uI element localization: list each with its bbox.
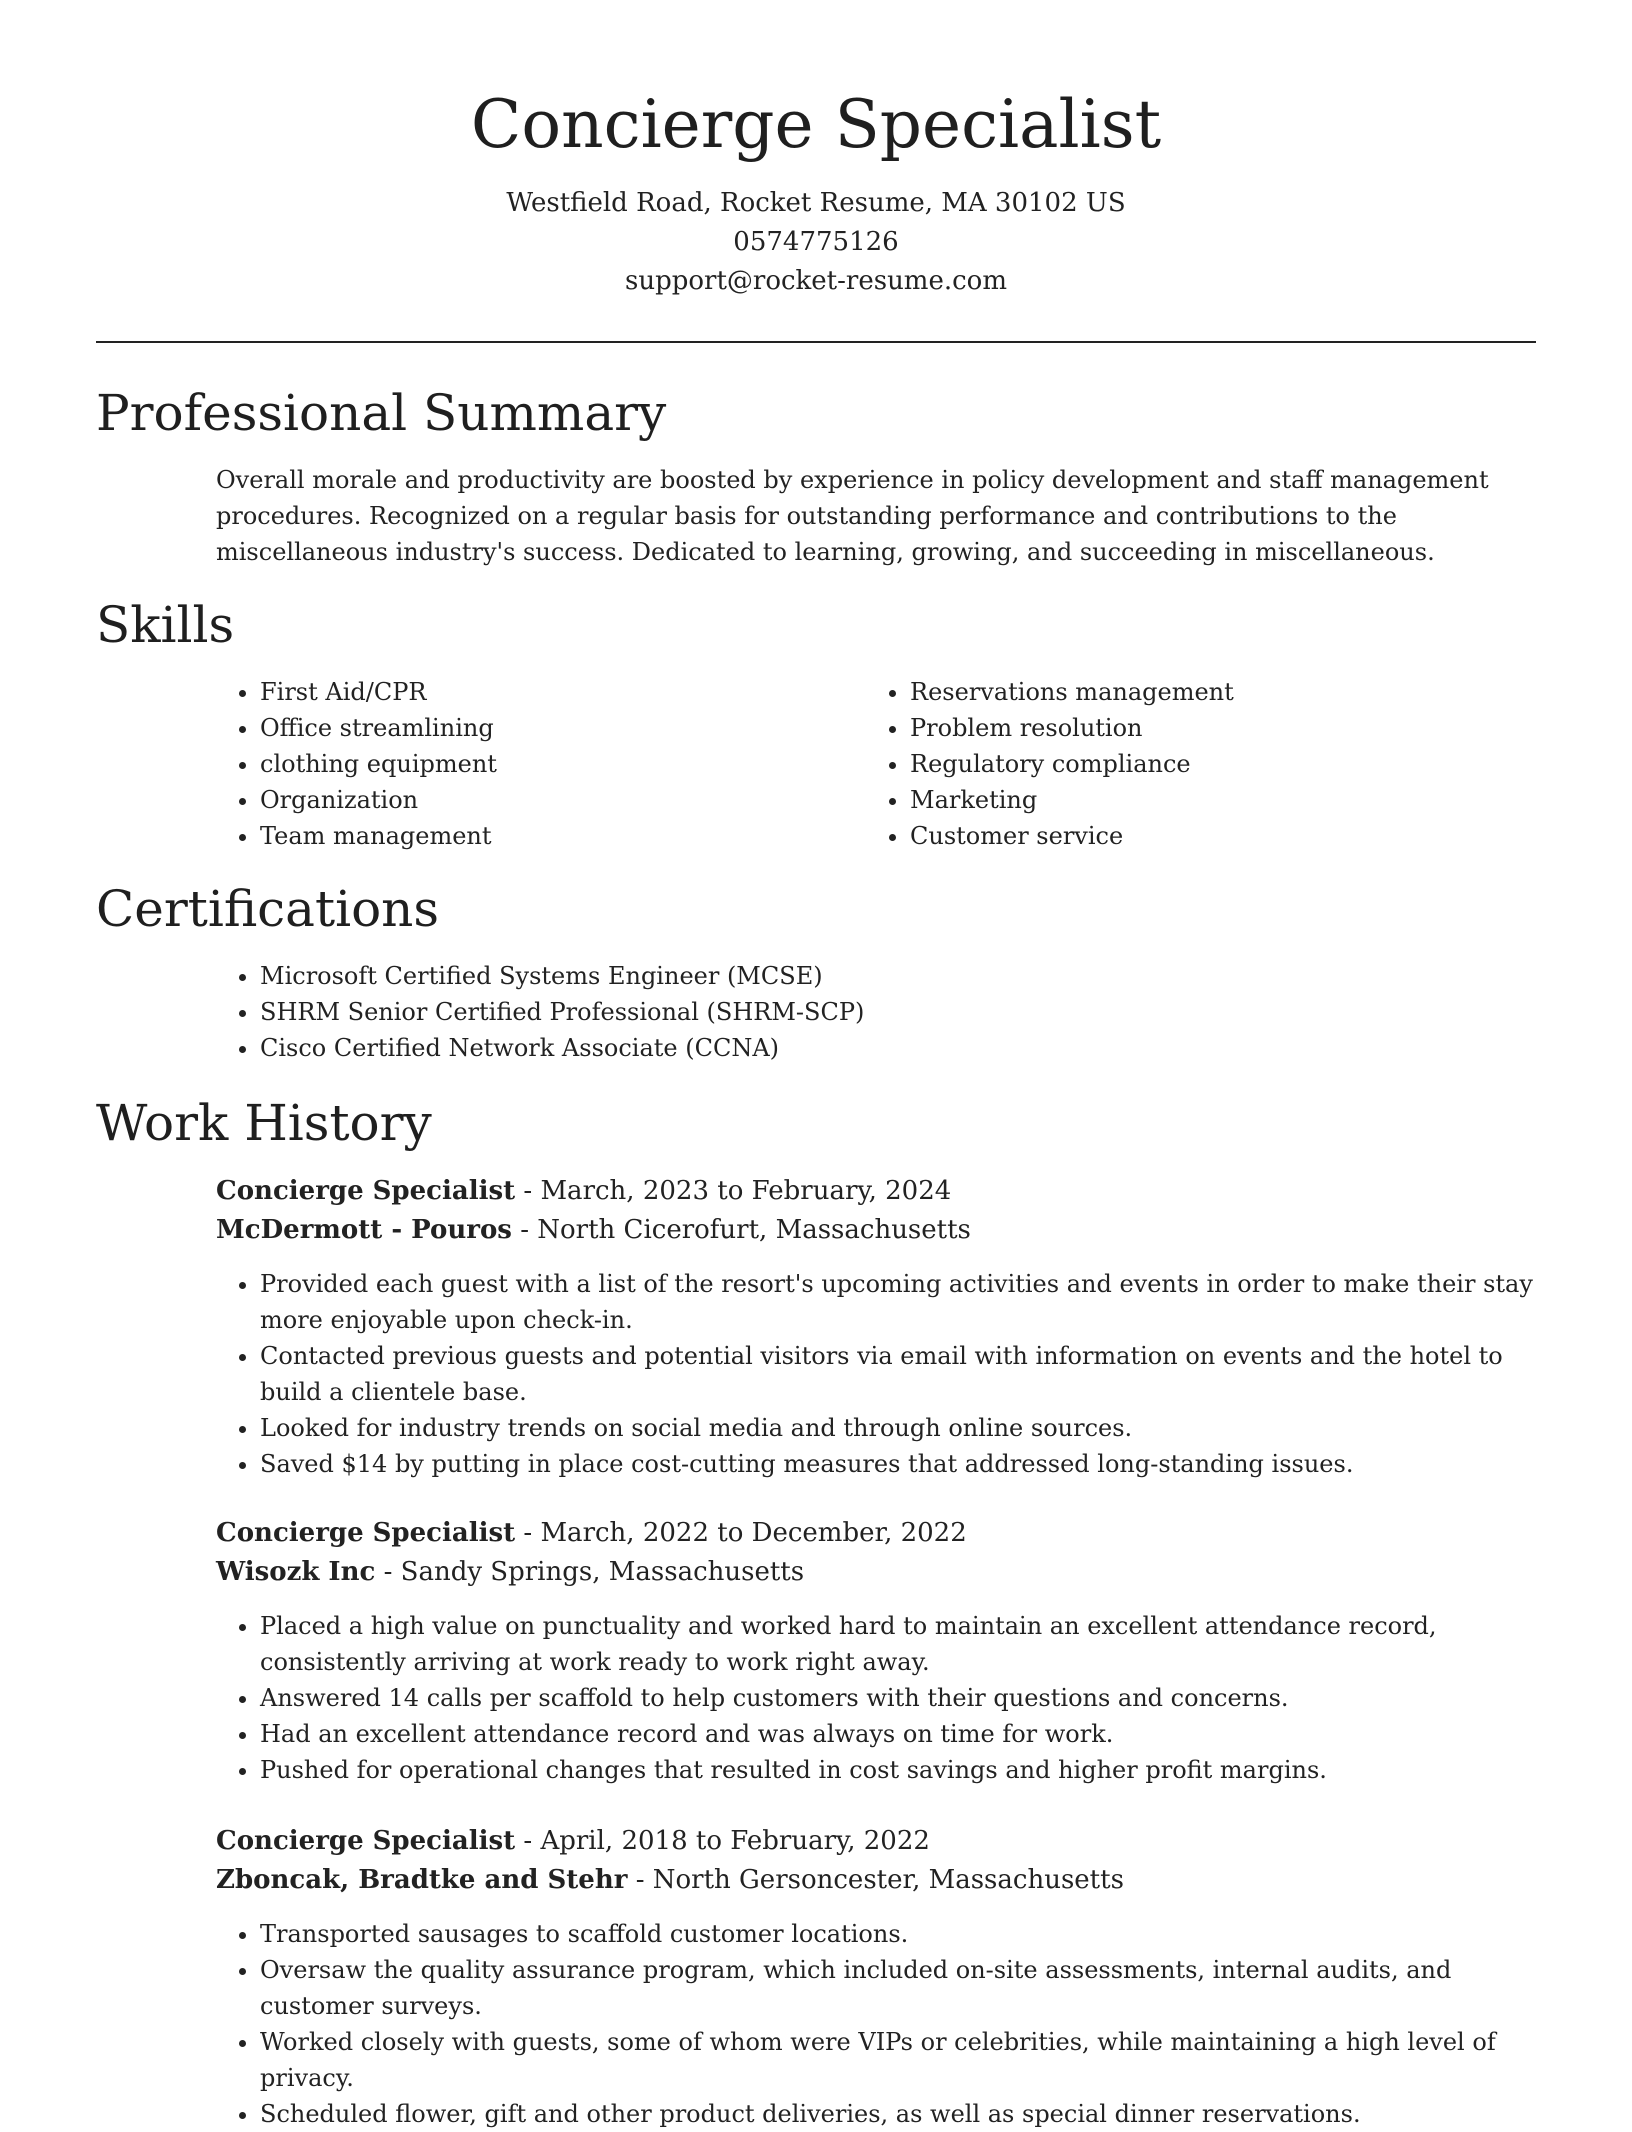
job-title: Concierge Specialist bbox=[216, 1176, 516, 1206]
certification-item: • SHRM Senior Certified Professional (SHRM-SCP) bbox=[260, 994, 1536, 1030]
skills-heading: Skills bbox=[96, 596, 235, 654]
skills-list-right bbox=[866, 674, 1536, 854]
job-bullets bbox=[216, 1266, 1536, 1482]
skills-list-left bbox=[216, 674, 816, 854]
resume-header bbox=[96, 80, 1536, 301]
certifications-list bbox=[216, 958, 1536, 1066]
job-location: - Sandy Springs, Massachusetts bbox=[375, 1557, 805, 1587]
candidate-name: Concierge Specialist bbox=[470, 86, 1162, 163]
skill-item: • Marketing bbox=[910, 782, 1536, 818]
job-company-line bbox=[216, 1553, 1536, 1591]
job-company: Wisozk Inc bbox=[216, 1557, 376, 1587]
skill-item: • Office streamlining bbox=[260, 710, 816, 746]
job-bullet: • Pushed for operational changes that resulted in cost savings and higher profit margins. bbox=[260, 1752, 1536, 1788]
job-bullets bbox=[216, 1916, 1536, 2132]
job-bullet: • Looked for industry trends on social media and through online sources. bbox=[260, 1410, 1536, 1446]
job-location: - North Gersoncester, Massachusetts bbox=[627, 1865, 1124, 1895]
job-bullet: • Contacted previous guests and potential visitors via email with information on events and the hotel to build a clientele base. bbox=[260, 1338, 1536, 1410]
job-title: Concierge Specialist bbox=[216, 1826, 516, 1856]
work-history-heading: Work History bbox=[96, 1094, 432, 1152]
skill-item: • Reservations management bbox=[910, 674, 1536, 710]
job-bullet: • Placed a high value on punctuality and worked hard to maintain an excellent attendance record, consistently arriving at work ready to work right away. bbox=[260, 1608, 1536, 1680]
job-title-line bbox=[216, 1822, 1536, 1860]
job-bullet: • Worked closely with guests, some of whom were VIPs or celebrities, while maintaining a high level of privacy. bbox=[260, 2024, 1536, 2096]
certifications-heading: Certifications bbox=[96, 880, 440, 938]
header-divider bbox=[96, 341, 1536, 343]
job-company: McDermott - Pouros bbox=[216, 1215, 512, 1245]
skill-item: • Organization bbox=[260, 782, 816, 818]
job-location: - North Cicerofurt, Massachusetts bbox=[511, 1215, 971, 1245]
skill-item: • clothing equipment bbox=[260, 746, 816, 782]
summary-text: Overall morale and productivity are boosted by experience in policy development and staff management procedures. Recognized on a regular basis for outstanding performance and contributions to the miscellaneous industry's success. Dedicated to learning, growing, and succeeding in miscellaneous. bbox=[216, 466, 1489, 566]
job-bullets bbox=[216, 1608, 1536, 1788]
job-company-line bbox=[216, 1861, 1536, 1899]
job-bullet: • Saved $14 by putting in place cost-cutting measures that addressed long-standing issues. bbox=[260, 1446, 1536, 1482]
skill-item: • Regulatory compliance bbox=[910, 746, 1536, 782]
job-dates: - March, 2023 to February, 2024 bbox=[515, 1176, 952, 1206]
summary-heading: Professional Summary bbox=[96, 384, 667, 442]
skill-item: • Customer service bbox=[910, 818, 1536, 854]
job-title-line bbox=[216, 1514, 1536, 1552]
job-title: Concierge Specialist bbox=[216, 1518, 516, 1548]
job-company-line bbox=[216, 1211, 1536, 1249]
job-company: Zboncak, Bradtke and Stehr bbox=[216, 1865, 628, 1895]
contact-address: Westfield Road, Rocket Resume, MA 30102 US bbox=[506, 188, 1126, 218]
skill-item: • Team management bbox=[260, 818, 816, 854]
certification-item: • Cisco Certified Network Associate (CCNA) bbox=[260, 1030, 1536, 1066]
job-bullet: • Had an excellent attendance record and was always on time for work. bbox=[260, 1716, 1536, 1752]
contact-email: support@rocket-resume.com bbox=[624, 266, 1007, 296]
certification-item: • Microsoft Certified Systems Engineer (MCSE) bbox=[260, 958, 1536, 994]
job-bullet: • Transported sausages to scaffold customer locations. bbox=[260, 1916, 1536, 1952]
job-bullet: • Answered 14 calls per scaffold to help customers with their questions and concerns. bbox=[260, 1680, 1536, 1716]
job-title-line bbox=[216, 1172, 1536, 1210]
job-bullet: • Oversaw the quality assurance program, which included on-site assessments, internal audits, and customer surveys. bbox=[260, 1952, 1536, 2024]
contact-phone: 0574775126 bbox=[733, 227, 899, 257]
job-bullet: • Scheduled flower, gift and other product deliveries, as well as special dinner reservations. bbox=[260, 2096, 1536, 2132]
skill-item: • Problem resolution bbox=[910, 710, 1536, 746]
job-bullet: • Provided each guest with a list of the resort's upcoming activities and events in order to make their stay more enjoyable upon check-in. bbox=[260, 1266, 1536, 1338]
skill-item: • First Aid/CPR bbox=[260, 674, 816, 710]
job-dates: - March, 2022 to December, 2022 bbox=[515, 1518, 967, 1548]
job-dates: - April, 2018 to February, 2022 bbox=[515, 1826, 930, 1856]
